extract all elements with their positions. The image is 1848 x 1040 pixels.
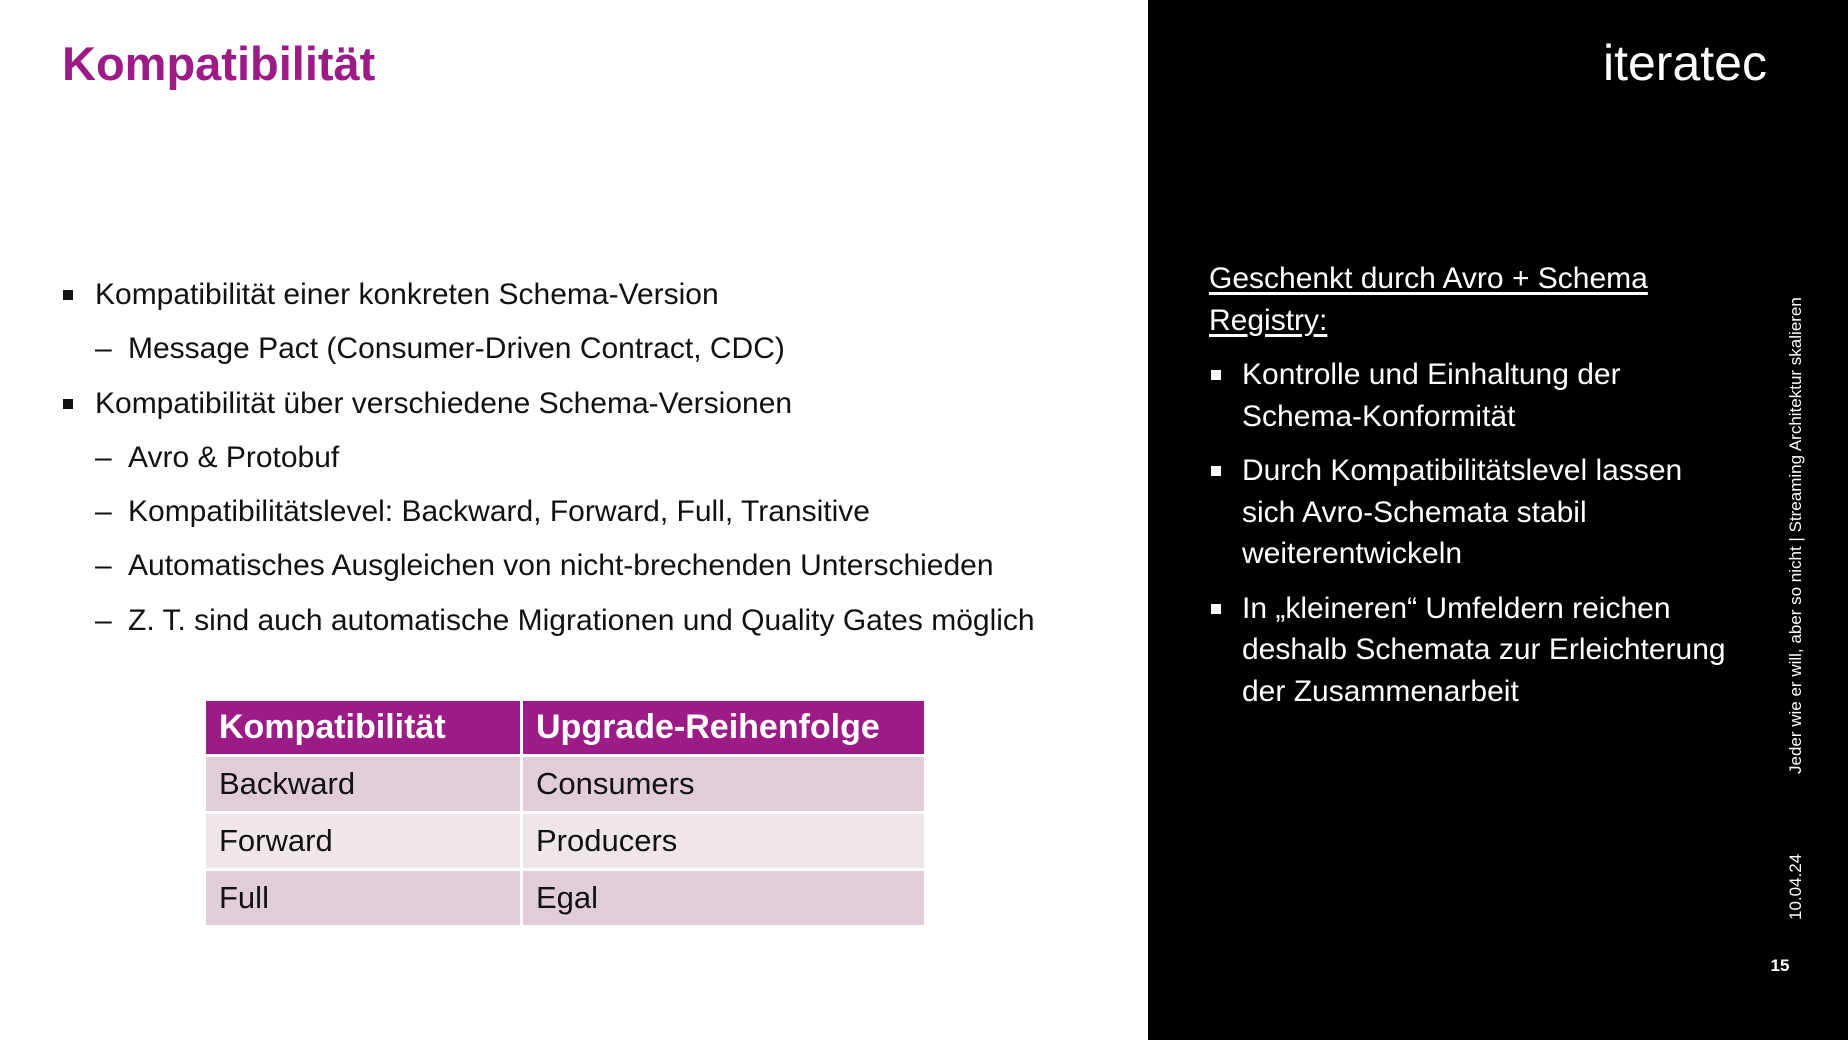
table-header-row [206,701,924,754]
table-row [206,871,924,925]
panel-heading: Geschenkt durch Avro + Schema Registry: [1209,262,1648,337]
table-header-cell: Kompatibilität [206,701,520,754]
bullet-item [62,485,1122,539]
page-number: 15 [1770,956,1790,975]
bullet-item-text: Message Pact (Consumer-Driven Contract, CDC) [128,332,785,366]
bullet-square-icon [1211,604,1221,614]
slide-title: Kompatibilität [62,37,376,90]
bullet-item [62,594,1122,648]
bullet-square-icon [1211,466,1221,476]
bullet-item [62,268,1122,322]
bullet-item-text: Kompatibilität einer konkreten Schema-Version [95,278,719,311]
bullet-item [62,431,1122,485]
bullet-item-text: Automatisches Ausgleichen von nicht-brechenden Unterschieden [128,549,994,583]
panel-list-item [1209,354,1729,437]
dash-icon: – [95,495,112,529]
panel-list-item-text: Kontrolle und Einhaltung der Schema-Konformität [1242,358,1621,433]
bullet-item [62,322,1122,376]
compatibility-table [203,698,927,928]
table-cell: Consumers [523,757,924,811]
panel-bullet-list [1209,354,1729,725]
footer-date: 10.04.24 [1786,853,1805,920]
table-row [206,814,924,868]
iteratec-logo [1603,34,1788,92]
table-row [206,757,924,811]
bullet-item [62,377,1122,431]
dash-icon: – [95,440,112,474]
panel-list-item-text: In „kleineren“ Umfeldern reichen deshalb Schemata zur Erleichterung der Zusammenarbeit [1242,591,1726,708]
bullet-item-text: Z. T. sind auch automatische Migrationen und Quality Gates möglich [128,603,1035,637]
table-header-cell: Upgrade-Reihenfolge [523,701,924,754]
panel-list-item [1209,450,1729,575]
dash-icon: – [95,549,112,583]
table-cell: Forward [206,814,520,868]
table-cell: Egal [523,871,924,925]
bullet-item-text: Kompatibilitätslevel: Backward, Forward, Full, Transitive [128,495,870,529]
bullet-item-text: Kompatibilität über verschiedene Schema-Versionen [95,386,793,420]
panel-list-item [1209,588,1729,713]
table-cell: Producers [523,814,924,868]
dash-icon: – [95,332,112,366]
bullet-list [62,268,1122,648]
table-cell: Full [206,871,520,925]
bullet-square-icon [1211,370,1221,380]
panel-list-item-text: Durch Kompatibilitätslevel lassen sich Avro-Schemata stabil weiterentwickeln [1242,454,1683,570]
dash-icon: – [95,603,112,637]
bullet-square-icon [63,290,73,300]
logo-text: iteratec [1603,35,1767,91]
bullet-item-text: Avro & Protobuf [128,440,340,474]
bullet-square-icon [63,399,73,409]
bullet-item [62,539,1122,593]
footer-subtitle: Jeder wie er will, aber so nicht | Streaming Architektur skalieren [1786,297,1805,774]
table-cell: Backward [206,757,520,811]
